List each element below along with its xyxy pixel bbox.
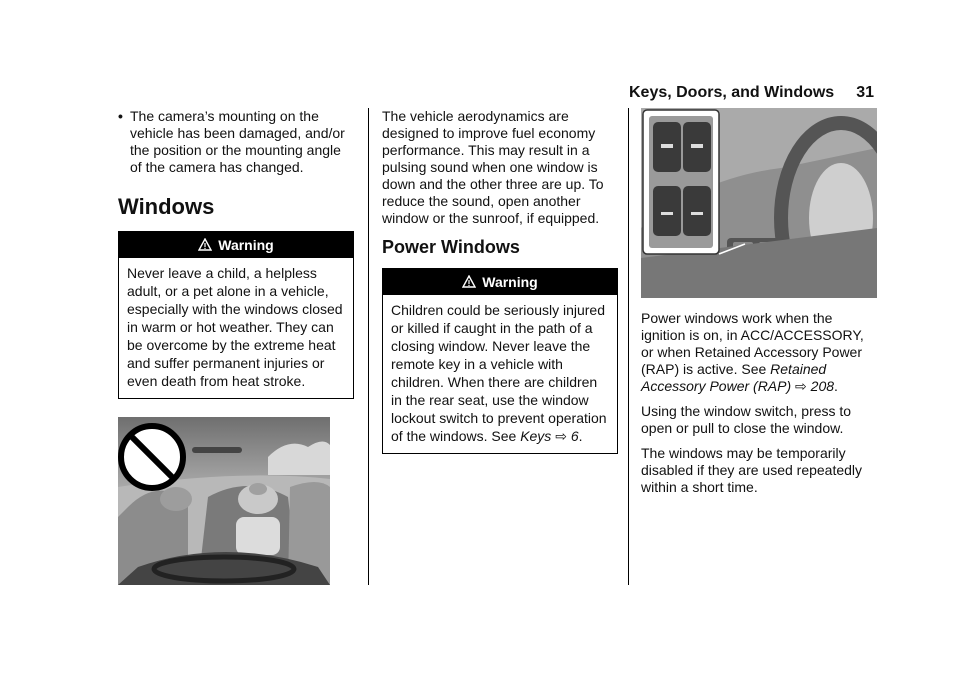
warning-title: Warning — [218, 237, 274, 253]
column-3 — [641, 108, 877, 504]
section-title: Keys, Doors, and Windows — [628, 84, 835, 101]
warning-header — [119, 232, 353, 258]
section-heading-power-windows: Power Windows — [382, 237, 520, 257]
warning-text — [383, 295, 617, 453]
warning-box — [118, 231, 354, 399]
warning-header — [383, 269, 617, 295]
keys-link[interactable]: Keys — [520, 428, 552, 444]
period: . — [834, 378, 838, 394]
warning-body-text: Children could be seriously injured or killed if caught in the path of a closing window. Never leave the remote key in a vehicle with children. When there are children in the rear seat, use the window lockout switch to prevent operation of the windows. See — [391, 302, 607, 444]
arrow-icon: ⇨ — [555, 428, 567, 444]
disabled-windows-paragraph: The windows may be temporarily disabled if they are used repeatedly within a short time. — [641, 445, 863, 495]
rap-link[interactable]: Retained Accessory Power (RAP) — [641, 361, 827, 394]
column-divider — [368, 108, 369, 585]
child-in-car-illustration — [118, 417, 330, 585]
column-divider — [628, 108, 629, 585]
warning-icon — [198, 238, 212, 252]
page-header — [629, 84, 874, 102]
column-2 — [382, 108, 618, 472]
window-switch-paragraph: Using the window switch, press to open or pull to close the window. — [641, 403, 852, 436]
arrow-icon: ⇨ — [795, 378, 807, 394]
bullet-item: • The camera’s mounting on the vehicle has been damaged, and/or the position or the mounting angle of the camera has changed. — [118, 108, 354, 176]
power-windows-text: Power windows work when the ignition is on, in ACC/ACCESSORY, or when Retained Accessory Power (RAP) is active. See — [641, 310, 864, 377]
warning-title: Warning — [482, 274, 538, 290]
column-1 — [118, 108, 354, 585]
window-switch-illustration — [641, 108, 877, 298]
warning-box — [382, 268, 618, 454]
aerodynamics-paragraph: The vehicle aerodynamics are designed to improve fuel economy performance. This may result in a pulsing sound when one window is down and the other three are up. To reduce the sound, open another window or the sunroof, if equipped. — [382, 108, 604, 226]
keys-page-ref[interactable]: 6 — [570, 428, 579, 444]
section-heading-windows: Windows — [118, 194, 215, 219]
rap-page-ref[interactable]: 208 — [810, 378, 835, 394]
warning-icon — [462, 275, 476, 289]
power-windows-paragraph — [641, 310, 877, 395]
warning-text: Never leave a child, a helpless adult, or a pet alone in a vehicle, especially with the windows closed in warm or hot weather. They can be overcome by the extreme heat and suffer permanent injuries or even death from heat stroke. — [127, 265, 343, 389]
page-number: 31 — [856, 84, 874, 101]
period: . — [578, 428, 583, 444]
